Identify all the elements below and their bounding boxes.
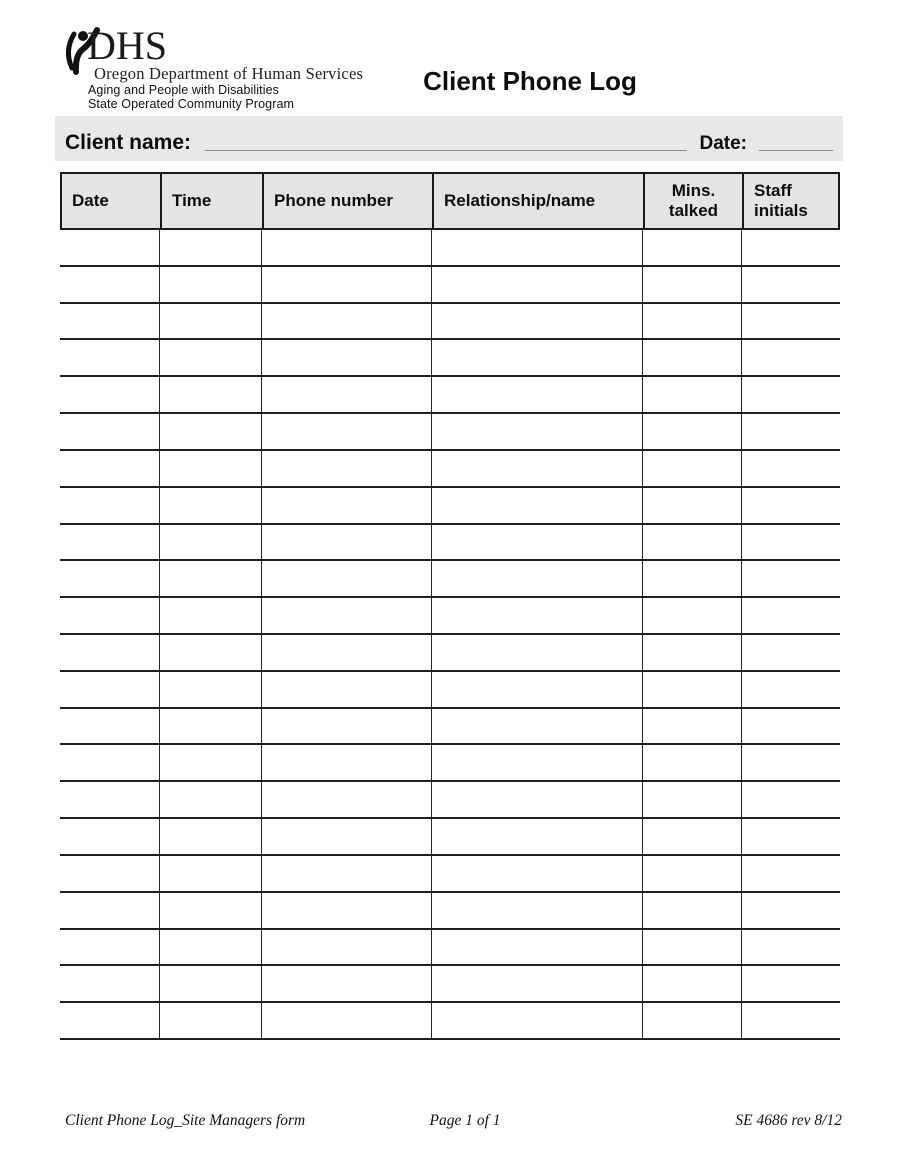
cell-relationship[interactable] (432, 635, 643, 670)
cell-time[interactable] (160, 635, 262, 670)
table-row (60, 1003, 840, 1040)
cell-mins[interactable] (643, 635, 742, 670)
cell-relationship[interactable] (432, 745, 643, 780)
cell-date[interactable] (60, 856, 160, 891)
cell-time[interactable] (160, 561, 262, 596)
cell-phone[interactable] (262, 745, 432, 780)
cell-phone[interactable] (262, 451, 432, 486)
cell-time[interactable] (160, 304, 262, 339)
cell-time[interactable] (160, 966, 262, 1001)
cell-staff[interactable] (742, 304, 840, 339)
cell-date[interactable] (60, 819, 160, 854)
cell-relationship[interactable] (432, 414, 643, 449)
cell-date[interactable] (60, 598, 160, 633)
cell-staff[interactable] (742, 709, 840, 744)
column-header-date: Date (62, 174, 162, 228)
cell-mins[interactable] (643, 230, 742, 265)
cell-staff[interactable] (742, 525, 840, 560)
phone-log-table (60, 172, 840, 1040)
cell-staff[interactable] (742, 856, 840, 891)
table-row (60, 819, 840, 856)
column-header-phone-number: Phone number (264, 174, 434, 228)
cell-time[interactable] (160, 340, 262, 375)
cell-staff[interactable] (742, 1003, 840, 1038)
cell-staff[interactable] (742, 930, 840, 965)
logo-org-name: Oregon Department of Human Services (94, 64, 364, 83)
cell-mins[interactable] (643, 893, 742, 928)
cell-staff[interactable] (742, 488, 840, 523)
column-header-time: Time (162, 174, 264, 228)
cell-phone[interactable] (262, 561, 432, 596)
cell-mins[interactable] (643, 966, 742, 1001)
cell-relationship[interactable] (432, 782, 643, 817)
cell-relationship[interactable] (432, 893, 643, 928)
cell-phone[interactable] (262, 525, 432, 560)
cell-time[interactable] (160, 1003, 262, 1038)
cell-relationship[interactable] (432, 267, 643, 302)
cell-phone[interactable] (262, 672, 432, 707)
cell-date[interactable] (60, 488, 160, 523)
footer-form-name: Client Phone Log_Site Managers form (65, 1112, 306, 1129)
cell-mins[interactable] (643, 451, 742, 486)
cell-mins[interactable] (643, 561, 742, 596)
cell-date[interactable] (60, 966, 160, 1001)
table-row (60, 340, 840, 377)
column-header-mins-talked: Mins. talked (645, 174, 744, 228)
cell-time[interactable] (160, 598, 262, 633)
cell-date[interactable] (60, 1003, 160, 1038)
cell-phone[interactable] (262, 304, 432, 339)
cell-mins[interactable] (643, 672, 742, 707)
cell-phone[interactable] (262, 230, 432, 265)
table-row (60, 893, 840, 930)
date-field[interactable] (759, 150, 833, 151)
cell-date[interactable] (60, 304, 160, 339)
cell-date[interactable] (60, 377, 160, 412)
cell-phone[interactable] (262, 340, 432, 375)
cell-mins[interactable] (643, 340, 742, 375)
cell-time[interactable] (160, 451, 262, 486)
table-body (60, 230, 840, 1040)
client-name-label: Client name: (65, 131, 192, 154)
cell-date[interactable] (60, 930, 160, 965)
cell-relationship[interactable] (432, 819, 643, 854)
cell-relationship[interactable] (432, 340, 643, 375)
cell-phone[interactable] (262, 856, 432, 891)
cell-staff[interactable] (742, 966, 840, 1001)
cell-staff[interactable] (742, 672, 840, 707)
cell-staff[interactable] (742, 745, 840, 780)
cell-date[interactable] (60, 709, 160, 744)
cell-date[interactable] (60, 451, 160, 486)
cell-time[interactable] (160, 230, 262, 265)
table-row (60, 230, 840, 267)
table-row (60, 488, 840, 525)
cell-date[interactable] (60, 525, 160, 560)
table-row (60, 930, 840, 967)
cell-relationship[interactable] (432, 709, 643, 744)
cell-relationship[interactable] (432, 672, 643, 707)
cell-date[interactable] (60, 414, 160, 449)
cell-date[interactable] (60, 561, 160, 596)
logo-program: State Operated Community Program (88, 97, 295, 111)
cell-staff[interactable] (742, 561, 840, 596)
cell-time[interactable] (160, 782, 262, 817)
cell-date[interactable] (60, 672, 160, 707)
cell-date[interactable] (60, 340, 160, 375)
cell-phone[interactable] (262, 377, 432, 412)
logo-division: Aging and People with Disabilities (88, 83, 280, 97)
cell-time[interactable] (160, 267, 262, 302)
footer-page-number: Page 1 of 1 (429, 1112, 501, 1129)
table-row (60, 635, 840, 672)
cell-phone[interactable] (262, 488, 432, 523)
cell-relationship[interactable] (432, 230, 643, 265)
table-row (60, 966, 840, 1003)
table-row (60, 782, 840, 819)
table-row (60, 525, 840, 562)
cell-relationship[interactable] (432, 451, 643, 486)
column-header-relationship-name: Relationship/name (434, 174, 645, 228)
cell-relationship[interactable] (432, 488, 643, 523)
cell-mins[interactable] (643, 745, 742, 780)
cell-relationship[interactable] (432, 930, 643, 965)
cell-time[interactable] (160, 819, 262, 854)
cell-relationship[interactable] (432, 561, 643, 596)
cell-mins[interactable] (643, 304, 742, 339)
cell-relationship[interactable] (432, 966, 643, 1001)
cell-phone[interactable] (262, 1003, 432, 1038)
cell-date[interactable] (60, 635, 160, 670)
cell-time[interactable] (160, 856, 262, 891)
cell-mins[interactable] (643, 782, 742, 817)
cell-mins[interactable] (643, 856, 742, 891)
cell-relationship[interactable] (432, 856, 643, 891)
column-header-staff-initials: Staff initials (754, 180, 808, 220)
cell-relationship[interactable] (432, 1003, 643, 1038)
cell-time[interactable] (160, 709, 262, 744)
cell-mins[interactable] (643, 267, 742, 302)
table-row (60, 414, 840, 451)
cell-time[interactable] (160, 745, 262, 780)
cell-mins[interactable] (643, 525, 742, 560)
cell-mins[interactable] (643, 709, 742, 744)
cell-phone[interactable] (262, 966, 432, 1001)
footer-form-code: SE 4686 rev 8/12 (735, 1112, 842, 1129)
cell-phone[interactable] (262, 267, 432, 302)
table-row (60, 598, 840, 635)
table-row (60, 745, 840, 782)
cell-mins[interactable] (643, 819, 742, 854)
cell-phone[interactable] (262, 782, 432, 817)
cell-phone[interactable] (262, 819, 432, 854)
cell-mins[interactable] (643, 377, 742, 412)
table-header-row (60, 172, 840, 230)
cell-date[interactable] (60, 267, 160, 302)
cell-mins[interactable] (643, 598, 742, 633)
cell-date[interactable] (60, 782, 160, 817)
cell-phone[interactable] (262, 414, 432, 449)
cell-time[interactable] (160, 525, 262, 560)
cell-time[interactable] (160, 672, 262, 707)
cell-staff[interactable] (742, 377, 840, 412)
cell-time[interactable] (160, 377, 262, 412)
cell-mins[interactable] (643, 414, 742, 449)
cell-staff[interactable] (742, 451, 840, 486)
cell-staff[interactable] (742, 782, 840, 817)
page-title: Client Phone Log (423, 66, 637, 96)
cell-staff[interactable] (742, 267, 840, 302)
table-row (60, 304, 840, 341)
client-bar (55, 116, 843, 161)
date-label: Date: (699, 133, 747, 154)
table-row (60, 377, 840, 414)
logo-acronym: DHS (87, 23, 168, 68)
cell-phone[interactable] (262, 635, 432, 670)
cell-time[interactable] (160, 488, 262, 523)
cell-staff[interactable] (742, 230, 840, 265)
cell-staff[interactable] (742, 598, 840, 633)
cell-phone[interactable] (262, 893, 432, 928)
table-row (60, 561, 840, 598)
cell-mins[interactable] (643, 1003, 742, 1038)
cell-staff[interactable] (742, 340, 840, 375)
cell-phone[interactable] (262, 598, 432, 633)
client-name-field[interactable] (205, 150, 687, 151)
table-row (60, 709, 840, 746)
cell-staff[interactable] (742, 893, 840, 928)
cell-mins[interactable] (643, 930, 742, 965)
cell-relationship[interactable] (432, 377, 643, 412)
cell-date[interactable] (60, 745, 160, 780)
cell-time[interactable] (160, 893, 262, 928)
cell-staff[interactable] (742, 819, 840, 854)
cell-mins[interactable] (643, 488, 742, 523)
cell-relationship[interactable] (432, 525, 643, 560)
table-row (60, 451, 840, 488)
table-row (60, 267, 840, 304)
cell-relationship[interactable] (432, 598, 643, 633)
cell-date[interactable] (60, 893, 160, 928)
cell-relationship[interactable] (432, 304, 643, 339)
cell-phone[interactable] (262, 709, 432, 744)
cell-time[interactable] (160, 414, 262, 449)
cell-phone[interactable] (262, 930, 432, 965)
table-row (60, 672, 840, 709)
cell-date[interactable] (60, 230, 160, 265)
cell-staff[interactable] (742, 414, 840, 449)
cell-time[interactable] (160, 930, 262, 965)
cell-staff[interactable] (742, 635, 840, 670)
table-row (60, 856, 840, 893)
